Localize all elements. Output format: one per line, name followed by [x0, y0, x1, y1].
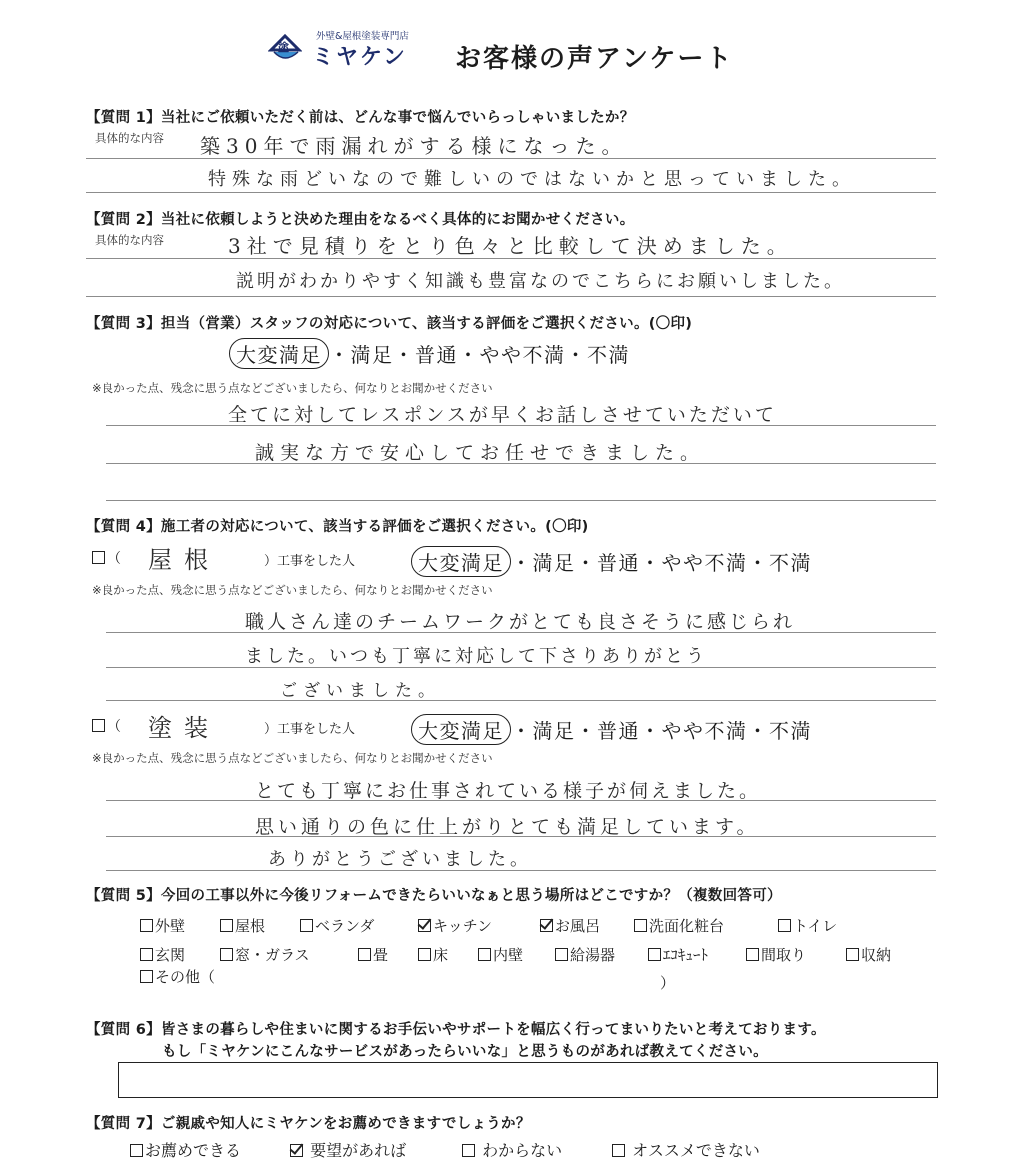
q3-rating-selected[interactable]: 大変満足: [229, 338, 329, 369]
svg-text:塗: 塗: [278, 41, 289, 54]
q4-paint-name: 塗装: [148, 714, 220, 742]
q5-option-roof[interactable]: 屋根: [220, 915, 265, 936]
q7-option-if-requested[interactable]: 要望があれば: [290, 1138, 406, 1161]
q4-roof-note: ※良かった点、残念に思う点などございましたら、何なりとお聞かせください: [92, 583, 493, 597]
q2-answer-line-1: 3社で見積りをとり色々と比較して決めました。: [228, 234, 793, 258]
q5-option-veranda[interactable]: ベランダ: [300, 915, 374, 936]
q4-paint-checkbox[interactable]: [92, 719, 105, 732]
q6-label: 【質問 6】皆さまの暮らしや住まいに関するお手伝いやサポートを幅広く行ってまいりたいと考えております。: [86, 1022, 826, 1038]
q4-roof-rating: [418, 546, 812, 577]
q3-answer-line-1: 全てに対してレスポンスが早くお話しさせていただいて: [228, 404, 777, 426]
q5-checkbox: [140, 919, 153, 932]
header-brand: ミヤケン: [312, 45, 407, 70]
q4-paint-rating-others[interactable]: ・満足・普通・やや不満・不満: [511, 719, 812, 743]
q5-other-close: ）: [660, 974, 676, 992]
q2-answer-line-2: 説明がわかりやすく知識も豊富なのでこちらにお願いしました。: [236, 271, 845, 292]
q5-checkbox: [746, 948, 759, 961]
q5-checkbox: [846, 948, 859, 961]
q1-label: 【質問 1】当社にご依頼いただく前は、どんな事で悩んでいらっしゃいましたか？: [86, 110, 635, 126]
q5-option-water-heater[interactable]: 給湯器: [555, 944, 615, 965]
q5-checkbox: [140, 970, 153, 983]
q4-roof-row: （: [92, 548, 121, 568]
q4-paint-rating-selected[interactable]: 大変満足: [411, 714, 511, 745]
q5-label: 【質問 5】今回の工事以外に今後リフォームできたらいいなぁと思う場所はどこですか？（複数回答可）: [86, 888, 782, 904]
q5-option-bath[interactable]: お風呂: [540, 915, 600, 936]
q4-paint-answer-line-1: とても丁寧にお仕事されている様子が伺えました。: [255, 780, 762, 802]
q6-label-2: もし「ミヤケンにこんなサービスがあったらいいな」と思うものがあれば教えてください。: [162, 1044, 768, 1060]
q4-roof-answer-line-3: ございました。: [280, 681, 441, 701]
q5-option-other[interactable]: その他（: [140, 966, 215, 987]
header-tagline: 外壁&屋根塗装専門店: [316, 31, 409, 42]
q5-checkbox-checked: [540, 919, 553, 932]
q4-roof-checkbox[interactable]: [92, 551, 105, 564]
q5-checkbox-checked: [418, 919, 431, 932]
q7-option-cannot-recommend[interactable]: オススメできない: [612, 1138, 760, 1161]
q5-option-storage[interactable]: 収納: [846, 944, 891, 965]
q4-roof-suffix: ）工事をした人: [264, 554, 356, 569]
q3-rating: [236, 338, 630, 369]
q5-checkbox: [220, 948, 233, 961]
q7-checkbox: [612, 1144, 625, 1157]
q5-option-layout[interactable]: 間取り: [746, 944, 806, 965]
q4-paint-note: ※良かった点、残念に思う点などございましたら、何なりとお聞かせください: [92, 751, 493, 765]
q5-option-floor[interactable]: 床: [418, 944, 448, 965]
q1-answer-line-2: 特殊な雨どいなので難しいのではないかと思っていました。: [208, 169, 856, 190]
q3-answer-line-2: 誠実な方で安心してお任せできました。: [255, 442, 706, 464]
q4-paint-answer-line-3: ありがとうございました。: [268, 849, 532, 870]
q5-option-vanity[interactable]: 洗面化粧台: [634, 915, 724, 936]
q5-checkbox: [300, 919, 313, 932]
q4-roof-answer-line-1: 職人さん達のチームワークがとても良さそうに感じられ: [245, 611, 796, 633]
q7-option-not-sure[interactable]: わからない: [462, 1138, 562, 1161]
q4-paint-suffix: ）工事をした人: [264, 722, 356, 737]
q5-option-kitchen[interactable]: キッチン: [418, 915, 492, 936]
q5-checkbox: [358, 948, 371, 961]
q5-checkbox: [478, 948, 491, 961]
q7-checkbox: [462, 1144, 475, 1157]
q2-label: 【質問 2】当社に依頼しようと決めた理由をなるべく具体的にお聞かせください。: [86, 212, 635, 228]
q3-rating-others[interactable]: ・満足・普通・やや不満・不満: [329, 343, 630, 367]
q4-paint-answer-line-2: 思い通りの色に仕上がりとても満足しています。: [255, 816, 760, 838]
q5-checkbox: [555, 948, 568, 961]
q7-checkbox-checked: [290, 1144, 303, 1157]
q7-label: 【質問 7】ご親戚や知人にミヤケンをお薦めできますでしょうか？: [86, 1116, 531, 1132]
q4-roof-rating-others[interactable]: ・満足・普通・やや不満・不満: [511, 551, 812, 575]
q5-option-tatami[interactable]: 畳: [358, 944, 388, 965]
q2-detail-label: 具体的な内容: [95, 233, 164, 247]
q5-option-outer-wall[interactable]: 外壁: [140, 915, 185, 936]
q4-paint-row: （: [92, 716, 121, 736]
q5-option-ecocute[interactable]: ｴｺｷｭｰﾄ: [648, 944, 708, 965]
q7-checkbox: [130, 1144, 143, 1157]
logo-house-icon: [268, 30, 302, 64]
q5-checkbox: [220, 919, 233, 932]
q4-paint-rating: [418, 714, 812, 745]
q5-checkbox: [778, 919, 791, 932]
q5-checkbox: [648, 948, 661, 961]
q1-detail-label: 具体的な内容: [95, 131, 164, 145]
q5-option-toilet[interactable]: トイレ: [778, 915, 837, 936]
q3-label: 【質問 3】担当（営業）スタッフの対応について、該当する評価をご選択ください。(〇印): [86, 316, 693, 332]
q4-label: 【質問 4】施工者の対応について、該当する評価をご選択ください。(〇印): [86, 519, 589, 535]
q7-option-recommend[interactable]: お薦めできる: [130, 1138, 241, 1161]
q5-checkbox: [418, 948, 431, 961]
q5-option-inner-wall[interactable]: 内壁: [478, 944, 523, 965]
q5-checkbox: [634, 919, 647, 932]
q3-note: ※良かった点、残念に思う点などございましたら、何なりとお聞かせください: [92, 381, 493, 395]
q4-roof-answer-line-2: ました。いつも丁寧に対応して下さりありがとう: [245, 646, 707, 667]
q4-roof-rating-selected[interactable]: 大変満足: [411, 546, 511, 577]
q1-answer-line-1: 築30年で雨漏れがする様になった。: [200, 134, 628, 158]
q6-answer-box[interactable]: [118, 1062, 938, 1098]
q5-checkbox: [140, 948, 153, 961]
brand-logo: [268, 30, 302, 68]
q5-option-entrance[interactable]: 玄関: [140, 944, 185, 965]
page-title: お客様の声アンケート: [455, 44, 734, 74]
q4-roof-name: 屋根: [148, 546, 220, 574]
q5-option-window[interactable]: 窓・ガラス: [220, 944, 310, 965]
